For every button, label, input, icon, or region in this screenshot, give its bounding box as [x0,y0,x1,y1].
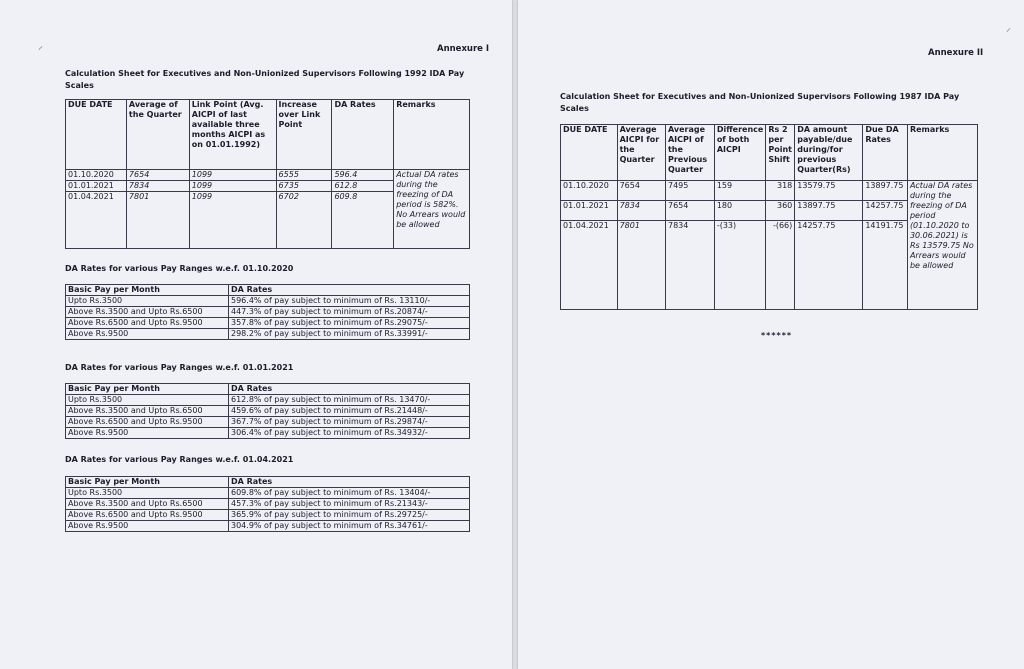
header-average: Average of the Quarter [126,100,189,170]
table-row [66,406,470,417]
table-row [66,488,470,499]
average-cell: 7834 [126,181,189,192]
average-cell: 7654 [126,170,189,181]
due-date-cell: 01.04.2021 [561,221,618,310]
end-of-document-mark: ****** [761,331,793,340]
da-rate-cell: 298.2% of pay subject to minimum of Rs.33991/- [229,329,470,340]
table-row [66,428,470,439]
avg-aicpi-cell: 7654 [617,181,665,201]
pay-range-cell: Above Rs.6500 and Upto Rs.9500 [66,417,229,428]
da-rate-cell: 306.4% of pay subject to minimum of Rs.34932/- [229,428,470,439]
annexure-1-title: Calculation Sheet for Executives and Non-Unionized Supervisors Following 1992 IDA Pay Scales [65,69,465,90]
scan-mark: ⸝ [38,41,43,52]
point-shift-cell: -(66) [766,221,795,310]
col-da-rates: DA Rates [229,477,470,488]
header-due-date: DUE DATE [66,100,127,170]
header-point-shift: Rs 2 per Point Shift [766,125,795,181]
pay-range-cell: Upto Rs.3500 [66,395,229,406]
da-rate-cell: 612.8 [332,181,394,192]
pay-range-cell: Above Rs.3500 and Upto Rs.6500 [66,307,229,318]
header-avg-aicpi: Average AICPI for the Quarter [617,125,665,181]
prev-aicpi-cell: 7654 [665,201,714,221]
due-da-cell: 14191.75 [863,221,908,310]
da-rate-cell: 457.3% of pay subject to minimum of Rs.21343/- [229,499,470,510]
annexure-2-title: Calculation Sheet for Executives and Non-Unionized Supervisors Following 1987 IDA Pay Scales [560,92,960,113]
increase-cell: 6702 [276,192,332,249]
due-da-cell: 13897.75 [863,181,908,201]
da-rates-table-oct-2020 [65,284,470,340]
pay-range-cell: Above Rs.3500 and Upto Rs.6500 [66,499,229,510]
annexure-2-label: Annexure II [928,48,984,58]
prev-aicpi-cell: 7495 [665,181,714,201]
table-row [66,395,470,406]
difference-cell: 159 [714,181,766,201]
da-rate-cell: 447.3% of pay subject to minimum of Rs.20874/- [229,307,470,318]
da-amount-cell: 14257.75 [795,221,863,310]
col-da-rates: DA Rates [229,384,470,395]
da-amount-cell: 13579.75 [795,181,863,201]
due-da-cell: 14257.75 [863,201,908,221]
pay-range-cell: Above Rs.6500 and Upto Rs.9500 [66,510,229,521]
pay-range-cell: Above Rs.9500 [66,329,229,340]
pay-range-cell: Upto Rs.3500 [66,488,229,499]
scan-mark: ⸝ [1006,23,1011,34]
header-difference: Difference of both AICPI [714,125,766,181]
point-shift-cell: 318 [766,181,795,201]
due-date-cell: 01.01.2021 [66,181,127,192]
link-point-cell: 1099 [189,192,276,249]
table-row [66,499,470,510]
table-row [66,329,470,340]
average-cell: 7801 [126,192,189,249]
remarks-cell: Actual DA rates during the freezing of DA period (01.10.2020 to 30.06.2021) is Rs 13579.75 No Arrears would be allowed [907,181,977,310]
table-row [66,417,470,428]
table-row [561,181,978,201]
link-point-cell: 1099 [189,181,276,192]
da-rate-cell: 609.8 [332,192,394,249]
due-date-cell: 01.01.2021 [561,201,618,221]
section-heading-jan-2021: DA Rates for various Pay Ranges w.e.f. 01.01.2021 [65,363,294,372]
col-basic-pay: Basic Pay per Month [66,477,229,488]
due-date-cell: 01.04.2021 [66,192,127,249]
table-row [66,521,470,532]
remarks-cell: Actual DA rates during the freezing of DA period is 582%. No Arrears would be allowed [394,170,470,249]
header-remarks: Remarks [394,100,470,170]
difference-cell: -(33) [714,221,766,310]
header-remarks: Remarks [907,125,977,181]
link-point-cell: 1099 [189,170,276,181]
annexure-1-label: Annexure I [437,44,490,54]
da-rate-cell: 304.9% of pay subject to minimum of Rs.34761/- [229,521,470,532]
da-rate-cell: 357.8% of pay subject to minimum of Rs.29075/- [229,318,470,329]
avg-aicpi-cell: 7834 [617,201,665,221]
header-increase: Increase over Link Point [276,100,332,170]
da-rate-cell: 612.8% of pay subject to minimum of Rs. 13470/- [229,395,470,406]
da-rates-table-apr-2021 [65,476,470,532]
annexure-2-table [560,124,978,310]
da-rate-cell: 459.6% of pay subject to minimum of Rs.21448/- [229,406,470,417]
da-rate-cell: 367.7% of pay subject to minimum of Rs.29874/- [229,417,470,428]
da-rate-cell: 596.4% of pay subject to minimum of Rs. 13110/- [229,296,470,307]
col-da-rates: DA Rates [229,285,470,296]
header-due-date: DUE DATE [561,125,618,181]
pay-range-cell: Above Rs.6500 and Upto Rs.9500 [66,318,229,329]
due-date-cell: 01.10.2020 [561,181,618,201]
increase-cell: 6555 [276,170,332,181]
pay-range-cell: Above Rs.9500 [66,521,229,532]
difference-cell: 180 [714,201,766,221]
da-amount-cell: 13897.75 [795,201,863,221]
da-rate-cell: 596.4 [332,170,394,181]
pay-range-cell: Upto Rs.3500 [66,296,229,307]
table-row [66,307,470,318]
annexure-2-page [518,0,1024,669]
prev-aicpi-cell: 7834 [665,221,714,310]
section-heading-apr-2021: DA Rates for various Pay Ranges w.e.f. 01.04.2021 [65,455,294,464]
da-rate-cell: 365.9% of pay subject to minimum of Rs.29725/- [229,510,470,521]
header-link-point: Link Point (Avg. AICPI of last available three months AICPI as on 01.01.1992) [189,100,276,170]
point-shift-cell: 360 [766,201,795,221]
annexure-1-main-table [65,99,470,249]
table-row [66,318,470,329]
pay-range-cell: Above Rs.9500 [66,428,229,439]
table-row [66,170,470,181]
header-due-da-rates: Due DA Rates [863,125,908,181]
pay-range-cell: Above Rs.3500 and Upto Rs.6500 [66,406,229,417]
da-rates-table-jan-2021 [65,383,470,439]
header-prev-avg-aicpi: Average AICPI of the Previous Quarter [665,125,714,181]
header-da-amount: DA amount payable/due during/for previous Quarter(Rs) [795,125,863,181]
table-row [66,296,470,307]
section-heading-oct-2020: DA Rates for various Pay Ranges w.e.f. 01.10.2020 [65,264,294,273]
col-basic-pay: Basic Pay per Month [66,384,229,395]
increase-cell: 6735 [276,181,332,192]
table-row [66,510,470,521]
header-da-rates: DA Rates [332,100,394,170]
da-rate-cell: 609.8% of pay subject to minimum of Rs. 13404/- [229,488,470,499]
col-basic-pay: Basic Pay per Month [66,285,229,296]
avg-aicpi-cell: 7801 [617,221,665,310]
due-date-cell: 01.10.2020 [66,170,127,181]
